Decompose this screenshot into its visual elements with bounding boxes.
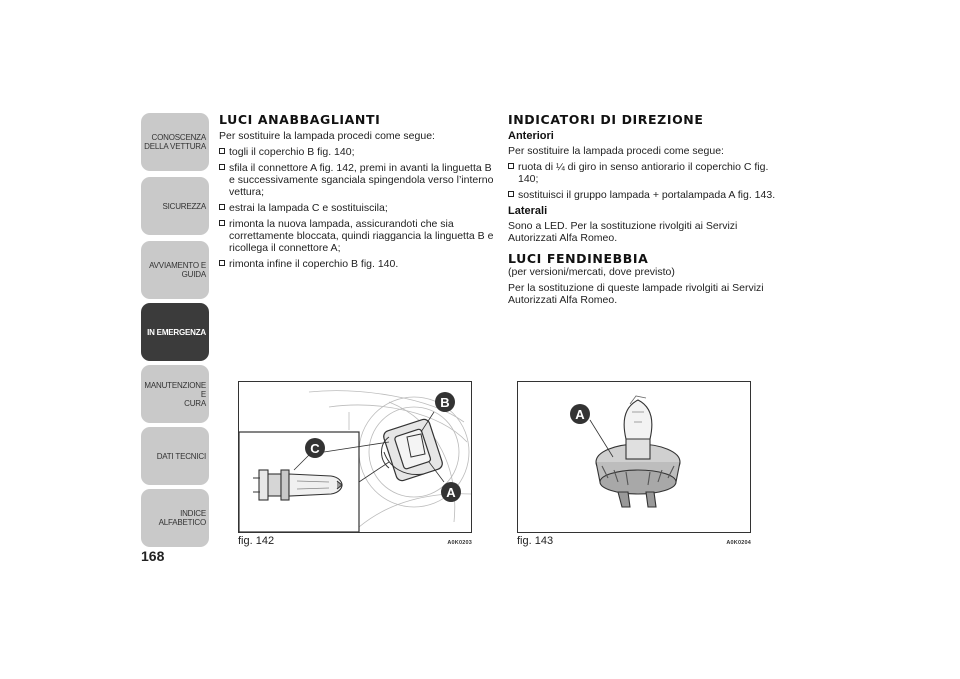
page-number: 168 — [141, 548, 165, 564]
subheading-laterali: Laterali — [508, 205, 548, 217]
step-list — [219, 146, 499, 270]
step-item: ruota di ¼ di giro in senso antiorario il coperchio C fig. 140; — [508, 161, 776, 185]
sidebar-tab-sicurezza[interactable]: SICUREZZA — [141, 177, 209, 235]
callout-a — [441, 482, 461, 502]
sidebar-tab-conoscenza[interactable]: CONOSCENZA DELLA VETTURA — [141, 113, 209, 171]
right-column — [508, 114, 776, 310]
svg-text:A: A — [446, 485, 456, 500]
laterali-text: Sono a LED. Per la sostituzione rivolgiti ai Servizi Autorizzati Alfa Romeo. — [508, 220, 738, 244]
step-item: togli il coperchio B fig. 140; — [219, 146, 499, 158]
step-list — [508, 161, 776, 201]
svg-text:A: A — [575, 407, 585, 422]
step-item: sostituisci il gruppo lampada + portalampada A fig. 143. — [508, 189, 776, 201]
figure-label: fig. 143 — [517, 535, 554, 547]
callout-a — [570, 404, 590, 424]
sidebar-tab-avviamento[interactable]: AVVIAMENTO E GUIDA — [141, 241, 209, 299]
fog-text: Per la sostituzione di queste lampade rivolgiti ai Servizi Autorizzati Alfa Romeo. — [508, 282, 764, 306]
intro-text: Per sostituire la lampada procedi come segue: — [508, 145, 724, 157]
figure-142-illustration — [238, 381, 472, 533]
figure-code: A0K0203 — [447, 540, 472, 546]
callout-c — [305, 438, 325, 458]
sidebar-tab-dati-tecnici[interactable]: DATI TECNICI — [141, 427, 209, 485]
sidebar-tab-manutenzione[interactable]: MANUTENZIONE E CURA — [141, 365, 209, 423]
section-title-anabbaglianti: LUCI ANABBAGLIANTI — [219, 112, 381, 127]
bulb-holder-drawing — [518, 382, 750, 532]
sidebar-tab-emergenza[interactable]: IN EMERGENZA — [141, 303, 209, 361]
svg-text:C: C — [310, 441, 320, 456]
headlamp-assembly-drawing — [239, 382, 471, 532]
svg-text:B: B — [440, 395, 450, 410]
sidebar-tab-indice[interactable]: INDICE ALFABETICO — [141, 489, 209, 547]
figure-143-illustration — [517, 381, 751, 533]
intro-text: Per sostituire la lampada procedi come segue: — [219, 130, 435, 142]
step-item: rimonta infine il coperchio B fig. 140. — [219, 258, 499, 270]
section-title-indicatori: INDICATORI DI DIREZIONE — [508, 112, 704, 127]
step-item: estrai la lampada C e sostituiscila; — [219, 202, 499, 214]
left-column — [219, 114, 499, 274]
fog-note: (per versioni/mercati, dove previsto) — [508, 266, 675, 278]
figure-142 — [238, 381, 472, 547]
figure-143 — [517, 381, 751, 547]
figure-code: A0K0204 — [726, 540, 751, 546]
subheading-anteriori: Anteriori — [508, 130, 554, 142]
step-item: rimonta la nuova lampada, assicurandoti che sia correttamente bloccata, quindi riaggancia la linguetta B e ricollega il connettore A; — [219, 218, 499, 254]
step-item: sfila il connettore A fig. 142, premi in avanti la linguetta B e successivamente sganciala spingendola verso l’interno vettura; — [219, 162, 499, 198]
callout-b — [435, 392, 455, 412]
section-title-fendinebbia: LUCI FENDINEBBIA — [508, 251, 649, 266]
figure-label: fig. 142 — [238, 535, 275, 547]
